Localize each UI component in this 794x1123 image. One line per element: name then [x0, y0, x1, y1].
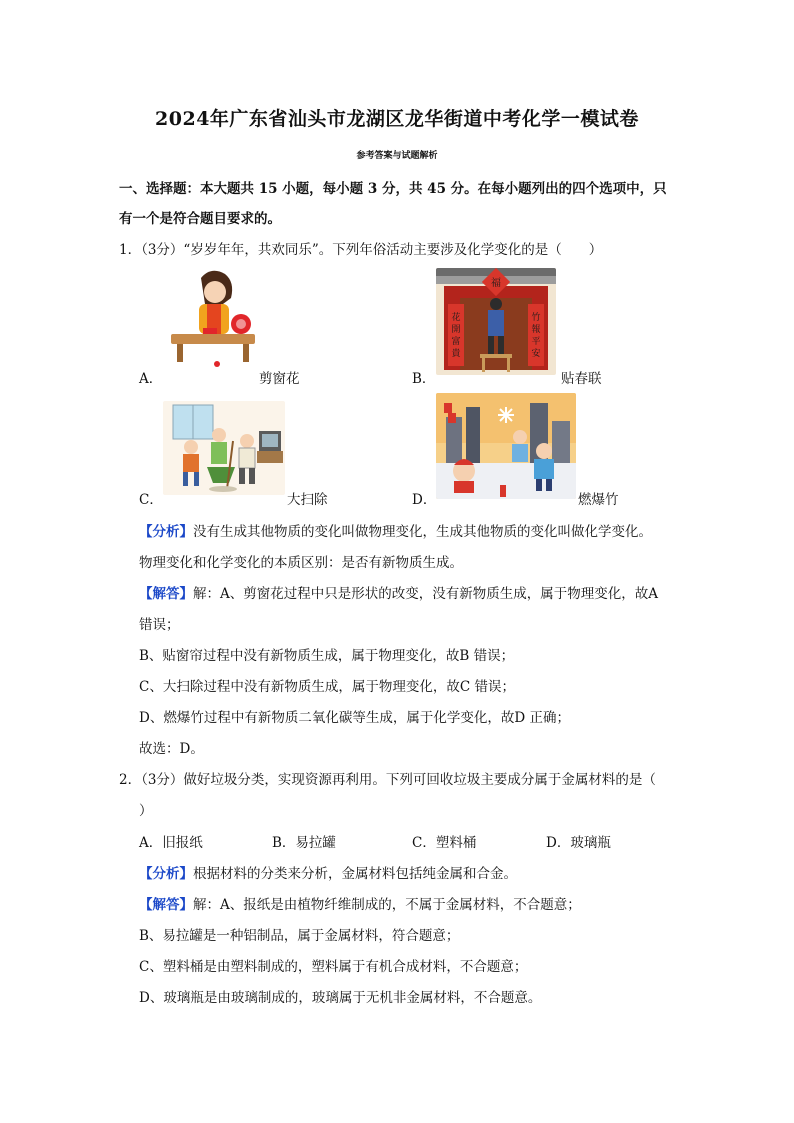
q2-answer-text: 解：A、报纸是由植物纤维制成的，不属于金属材料，不合题意；	[193, 897, 581, 913]
question-1-stem: 1．（3分）“岁岁年年，共欢同乐”。下列年俗活动主要涉及化学变化的是（ ）	[119, 242, 603, 258]
q2-analysis-line-1	[139, 862, 517, 882]
q1-answer-line-1	[139, 582, 658, 602]
q2-option-c: C．塑料桶	[412, 835, 477, 851]
q1-answer-line-2: 错误；	[139, 617, 180, 633]
analysis-tag: 【分析】	[139, 524, 193, 540]
q2-option-b: B．易拉罐	[272, 835, 336, 851]
q2-answer-line-4: D、玻璃瓶是由玻璃制成的，玻璃属于无机非金属材料，不合题意。	[139, 990, 542, 1006]
option-a-letter: A．	[139, 371, 163, 387]
option-b-letter: B．	[412, 371, 436, 387]
q2-option-d: D．玻璃瓶	[546, 835, 611, 851]
option-c-text: 大扫除	[287, 492, 328, 508]
couplet-right-char-3: 平	[531, 337, 541, 347]
couplet-left-char-4: 貴	[451, 349, 461, 359]
q2-answer-line-3: C、塑料桶是由塑料制成的，塑料属于有机合成材料，不合题意；	[139, 959, 528, 975]
question-2-stem-line-2: ）	[139, 803, 153, 819]
q1-analysis-line-2: 物理变化和化学变化的本质区别：是否有新物质生成。	[139, 555, 463, 571]
fu-character: 福	[491, 278, 501, 289]
house-cleaning-illustration	[163, 401, 285, 495]
q2-answer-line-2: B、易拉罐是一种铝制品，属于金属材料，符合题意；	[139, 928, 460, 944]
option-d-text: 燃爆竹	[578, 492, 619, 508]
option-c-letter: C．	[139, 492, 163, 508]
question-2-stem-line-1: 2．（3分）做好垃圾分类，实现资源再利用。下列可回收垃圾主要成分属于金属材料的是（	[119, 772, 656, 788]
q1-analysis-text: 没有生成其他物质的变化叫做物理变化，生成其他物质的变化叫做化学变化。	[193, 524, 652, 540]
option-d-image	[436, 393, 576, 499]
q1-choice: 故选：D。	[139, 741, 204, 757]
option-b-text: 贴春联	[561, 371, 602, 387]
couplet-left-char-1: 花	[451, 313, 461, 323]
page-subtitle: 参考答案与试题解析	[356, 151, 438, 161]
q1-answer-line-3: B、贴窗帘过程中没有新物质生成，属于物理变化，故B 错误；	[139, 648, 515, 664]
couplet-right-char-1: 竹	[531, 313, 541, 323]
couplet-left-char-3: 富	[451, 337, 461, 347]
option-a-text: 剪窗花	[259, 371, 300, 387]
analysis-tag: 【分析】	[139, 866, 193, 882]
spring-couplets-illustration	[436, 268, 556, 375]
q1-answer-line-4: C、大扫除过程中没有新物质生成，属于物理变化，故C 错误；	[139, 679, 515, 695]
q1-answer-text: 解：A、剪窗花过程中只是形状的改变，没有新物质生成，属于物理变化，故A	[193, 586, 658, 602]
q1-analysis-line-1	[139, 520, 652, 540]
q2-analysis-text: 根据材料的分类来分析，金属材料包括纯金属和合金。	[193, 866, 517, 882]
couplet-right-char-2: 報	[531, 325, 541, 335]
paper-cutting-illustration	[163, 264, 265, 372]
answer-tag: 【解答】	[139, 586, 193, 602]
q2-option-a: A．旧报纸	[139, 835, 203, 851]
firecrackers-illustration	[436, 393, 576, 499]
page-title: 2024年广东省汕头市龙湖区龙华街道中考化学一模试卷	[155, 108, 639, 130]
answer-tag: 【解答】	[139, 897, 193, 913]
option-c-image	[163, 401, 285, 495]
q2-answer-line-1	[139, 893, 581, 913]
option-d-letter: D．	[412, 492, 437, 508]
option-b-image	[436, 268, 556, 375]
couplet-left-char-2: 開	[451, 325, 461, 335]
option-a-image	[163, 264, 265, 372]
q1-answer-line-5: D、燃爆竹过程中有新物质二氧化碳等生成，属于化学变化，故D 正确；	[139, 710, 570, 726]
section-heading-line-1: 一、选择题：本大题共 15 小题，每小题 3 分，共 45 分。在每小题列出的四个选项中，只	[119, 181, 667, 197]
couplet-right-char-4: 安	[531, 349, 541, 359]
section-heading-line-2: 有一个是符合题目要求的。	[119, 211, 281, 227]
